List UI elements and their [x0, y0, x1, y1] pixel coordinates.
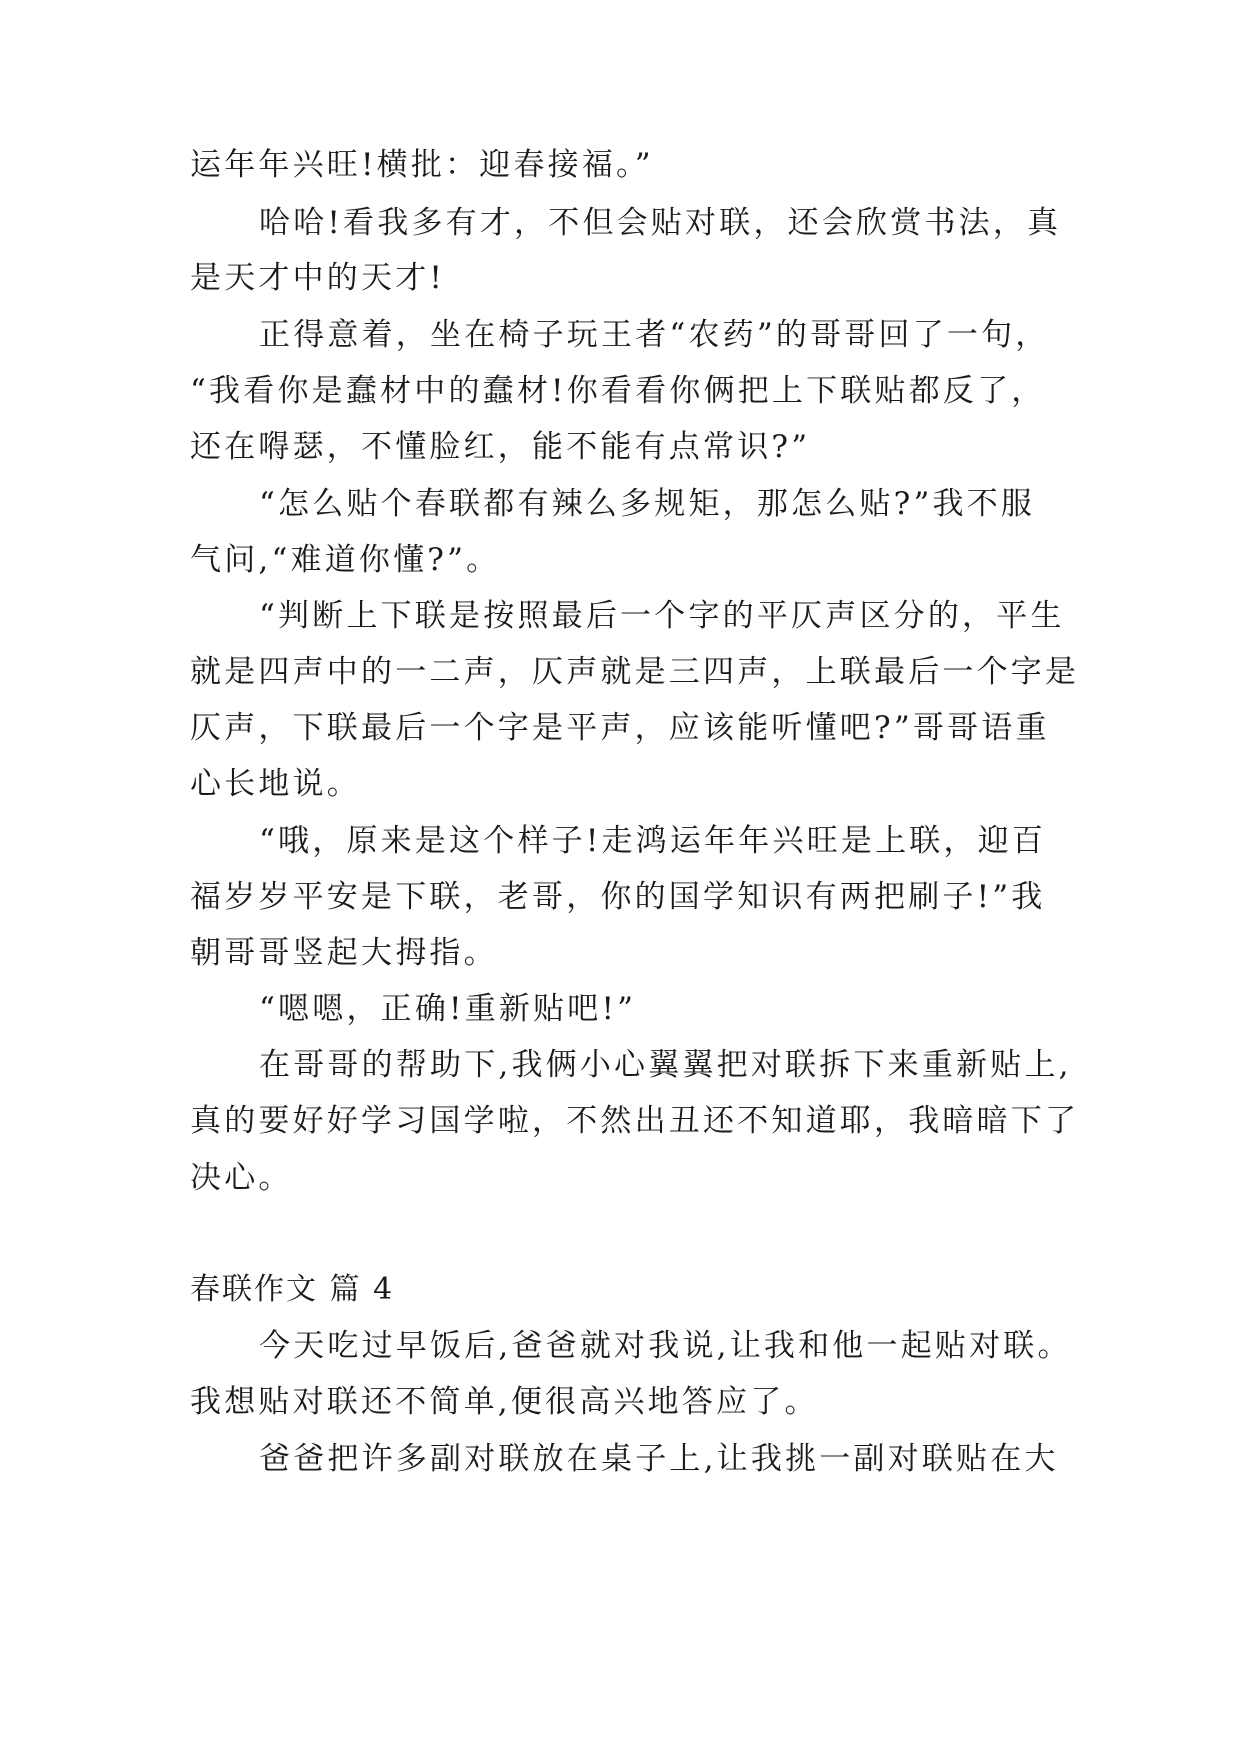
text-line: “哦，原来是这个样子!走鸿运年年兴旺是上联，迎百 — [259, 823, 1047, 859]
text-line: 福岁岁平安是下联，老哥，你的国学知识有两把刷子!”我 — [190, 879, 1046, 915]
text-line: 就是四声中的一二声，仄声就是三四声，上联最后一个字是 — [190, 654, 1080, 690]
text-line: 爸爸把许多副对联放在桌子上,让我挑一副对联贴在大 — [259, 1441, 1059, 1477]
text-line: 气问,“难道你懂?”。 — [190, 542, 501, 578]
text-line: 今天吃过早饭后,爸爸就对我说,让我和他一起贴对联。 — [259, 1328, 1072, 1364]
text-line: 哈哈!看我多有才，不但会贴对联，还会欣赏书法，真 — [259, 205, 1062, 241]
text-line: “怎么贴个春联都有辣么多规矩，那怎么贴?”我不服 — [259, 486, 1036, 522]
text-line: 在哥哥的帮助下,我俩小心翼翼把对联拆下来重新贴上, — [259, 1047, 1072, 1083]
text-line: 心长地说。 — [190, 766, 361, 802]
text-line: 是天才中的天才! — [190, 260, 446, 296]
text-line: 决心。 — [190, 1160, 293, 1196]
text-line: 正得意着，坐在椅子玩王者“农药”的哥哥回了一句， — [259, 317, 1050, 353]
text-line: 还在嘚瑟，不懂脸红，能不能有点常识?” — [190, 429, 811, 465]
text-line: “我看你是蠢材中的蠢材!你看看你俩把上下联贴都反了， — [190, 373, 1046, 409]
text-line: 运年年兴旺!横批：迎春接福。” — [190, 147, 654, 183]
section-heading: 春联作文 篇 4 — [190, 1272, 395, 1307]
text-line: 朝哥哥竖起大拇指。 — [190, 935, 498, 971]
text-line: 我想贴对联还不简单,便很高兴地答应了。 — [190, 1384, 819, 1420]
text-line: 仄声，下联最后一个字是平声，应该能听懂吧?”哥哥语重 — [190, 710, 1050, 746]
text-line: “嗯嗯，正确!重新贴吧!” — [259, 991, 637, 1027]
text-line: 真的要好好学习国学啦，不然出丑还不知道耶，我暗暗下了 — [190, 1103, 1080, 1139]
text-line: “判断上下联是按照最后一个字的平仄声区分的，平生 — [259, 598, 1065, 634]
